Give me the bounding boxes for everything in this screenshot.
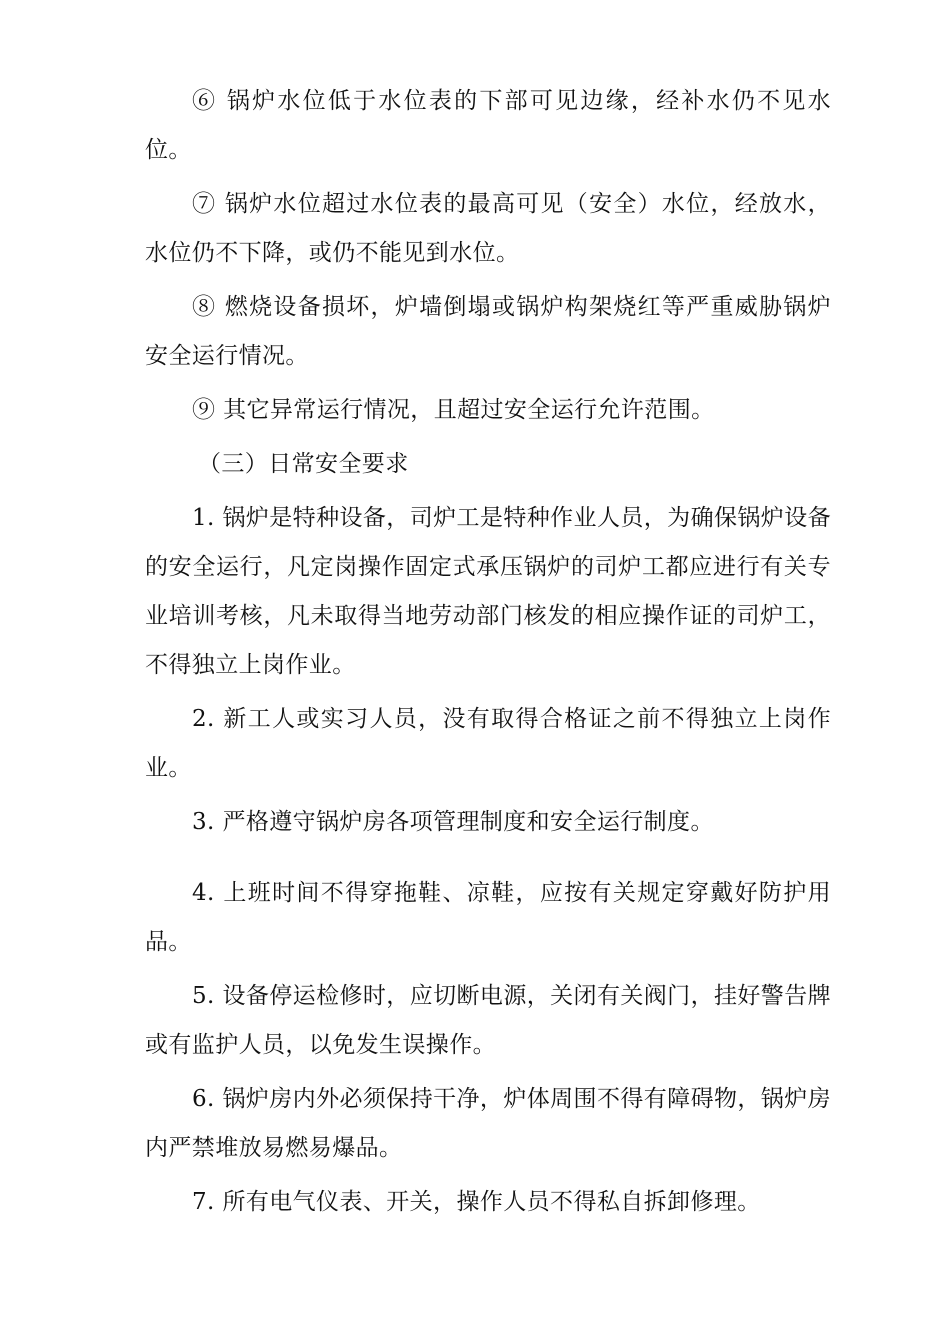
paragraph-rule-5: 5. 设备停运检修时，应切断电源，关闭有关阀门，挂好警告牌或有监护人员，以免发生误操作。 [145,983,831,1058]
paragraph-rule-7: 7. 所有电气仪表、开关，操作人员不得私自拆卸修理。 [192,1189,761,1215]
paragraph-item-8: ⑧ 燃烧设备损坏，炉墙倒塌或锅炉构架烧红等严重威胁锅炉安全运行情况。 [145,294,831,369]
paragraph-rule-3: 3. 严格遵守锅炉房各项管理制度和安全运行制度。 [192,809,714,835]
paragraph-item-7: ⑦ 锅炉水位超过水位表的最高可见（安全）水位，经放水，水位仍不下降，或仍不能见到水位。 [145,191,831,266]
paragraph-rule-2: 2. 新工人或实习人员，没有取得合格证之前不得独立上岗作业。 [145,706,831,781]
paragraph-item-6: ⑥ 锅炉水位低于水位表的下部可见边缘，经补水仍不见水位。 [145,88,831,163]
paragraph-rule-1: 1. 锅炉是特种设备，司炉工是特种作业人员，为确保锅炉设备的安全运行，凡定岗操作固定式承压锅炉的司炉工都应进行有关专业培训考核，凡未取得当地劳动部门核发的相应操作证的司炉工，不得独立上岗作业。 [145,505,831,678]
paragraph-item-9: ⑨ 其它异常运行情况，且超过安全运行允许范围。 [192,397,715,423]
document-body [145,77,831,1232]
section-heading: （三）日常安全要求 [198,451,409,477]
paragraph-rule-4: 4. 上班时间不得穿拖鞋、凉鞋，应按有关规定穿戴好防护用品。 [145,880,831,955]
paragraph-rule-6: 6. 锅炉房内外必须保持干净，炉体周围不得有障碍物，锅炉房内严禁堆放易燃易爆品。 [145,1086,831,1161]
